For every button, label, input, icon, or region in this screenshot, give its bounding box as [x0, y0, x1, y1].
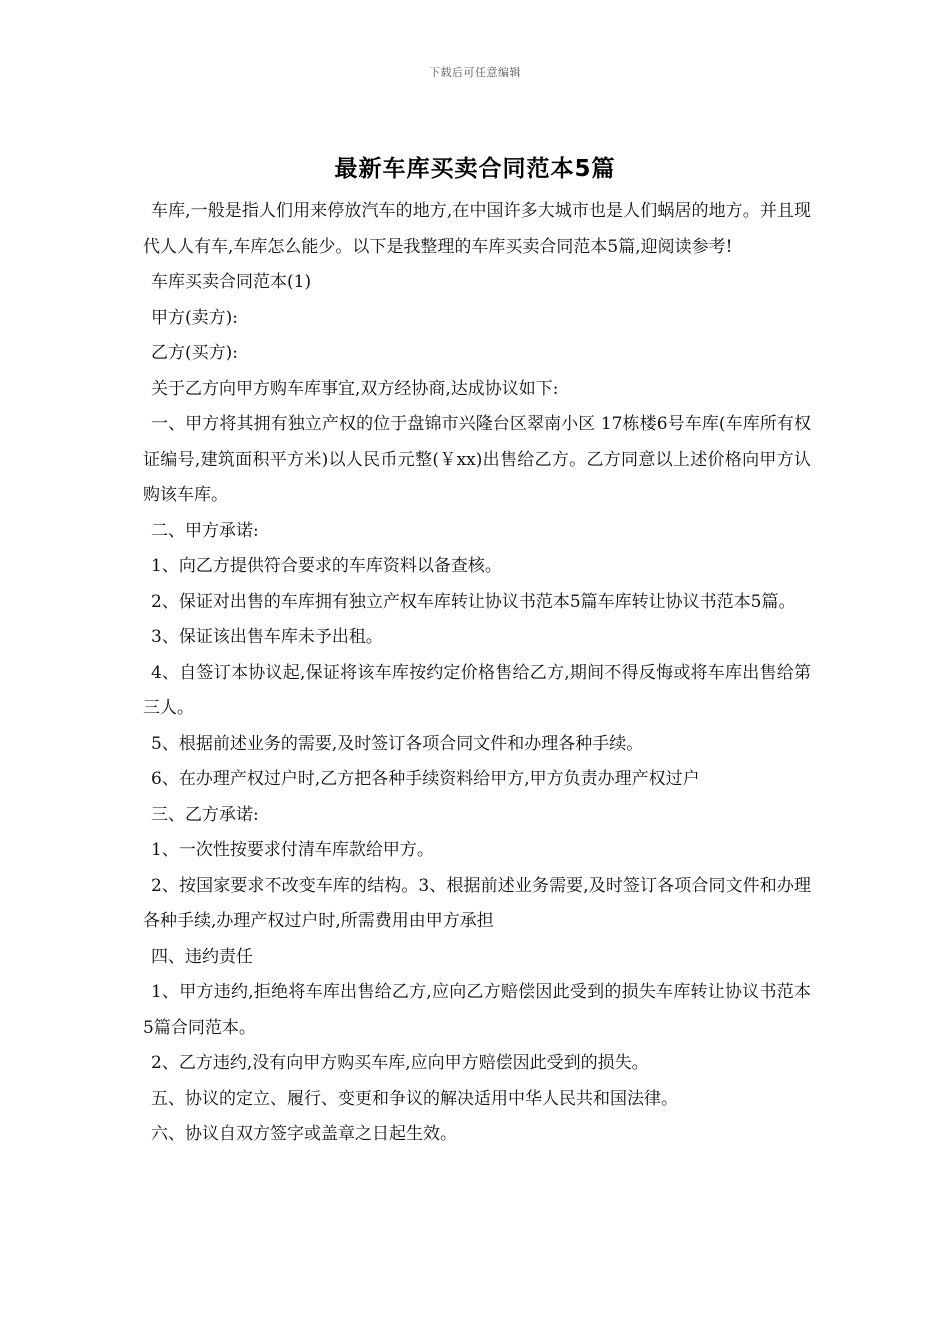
- document-body: [143, 194, 811, 1153]
- page-header-note: 下载后可任意编辑: [429, 66, 521, 79]
- paragraph-2-2: 2、保证对出售的车库拥有独立产权车库转让协议书范本5篇车库转让协议书范本5篇。: [151, 591, 796, 612]
- paragraph-section-6: 六、协议自双方签字或盖章之日起生效。: [151, 1124, 457, 1144]
- paragraph-2-3: 3、保证该出售车库未予出租。: [151, 627, 383, 647]
- paragraph-section-3-heading: 三、乙方承诺:: [151, 804, 259, 825]
- paragraph-agreement-intro: 关于乙方向甲方购车库事宜,双方经协商,达成协议如下:: [151, 378, 559, 399]
- paragraph-3-2: 2、按国家要求不改变车库的结构。3、根据前述业务需要,及时签订各项合同文件和办理各种手续,办理产权过户时,所需费用由甲方承担: [143, 875, 811, 931]
- paragraph-2-6: 6、在办理产权过户时,乙方把各种手续资料给甲方,甲方负责办理产权过户: [151, 769, 700, 789]
- paragraph-4-2: 2、乙方违约,没有向甲方购买车库,应向甲方赔偿因此受到的损失。: [151, 1053, 649, 1073]
- paragraph-party-b: 乙方(买方):: [151, 343, 238, 363]
- paragraph-contract-heading: 车库买卖合同范本(1): [151, 272, 312, 292]
- paragraph-section-4-heading: 四、违约责任: [151, 946, 253, 967]
- paragraph-2-1: 1、向乙方提供符合要求的车库资料以备查核。: [151, 556, 502, 576]
- paragraph-intro: 车库,一般是指人们用来停放汽车的地方,在中国许多大城市也是人们蜗居的地方。并且现代人人有车,车库怎么能少。以下是我整理的车库买卖合同范本5篇,迎阅读参考!: [143, 201, 811, 257]
- paragraph-4-1: 1、甲方违约,拒绝将车库出售给乙方,应向乙方赔偿因此受到的损失车库转让协议书范本5篇合同范本。: [143, 982, 811, 1038]
- paragraph-section-5: 五、协议的定立、履行、变更和争议的解决适用中华人民共和国法律。: [151, 1088, 678, 1109]
- paragraph-clause-1: 一、甲方将其拥有独立产权的位于盘锦市兴隆台区翠南小区 17栋楼6号车库(车库所有权证编号,建筑面积平方米)以人民币元整(￥xx)出售给乙方。乙方同意以上述价格向甲方认购该车库。: [143, 414, 811, 505]
- paragraph-2-4: 4、自签订本协议起,保证将该车库按约定价格售给乙方,期间不得反悔或将车库出售给第三人。: [143, 662, 811, 718]
- document-title: 最新车库买卖合同范本5篇: [334, 156, 616, 182]
- paragraph-section-2-heading: 二、甲方承诺:: [151, 520, 259, 541]
- paragraph-party-a: 甲方(卖方):: [151, 307, 238, 328]
- paragraph-3-1: 1、一次性按要求付清车库款给甲方。: [151, 840, 434, 860]
- paragraph-2-5: 5、根据前述业务的需要,及时签订各项合同文件和办理各种手续。: [151, 733, 644, 754]
